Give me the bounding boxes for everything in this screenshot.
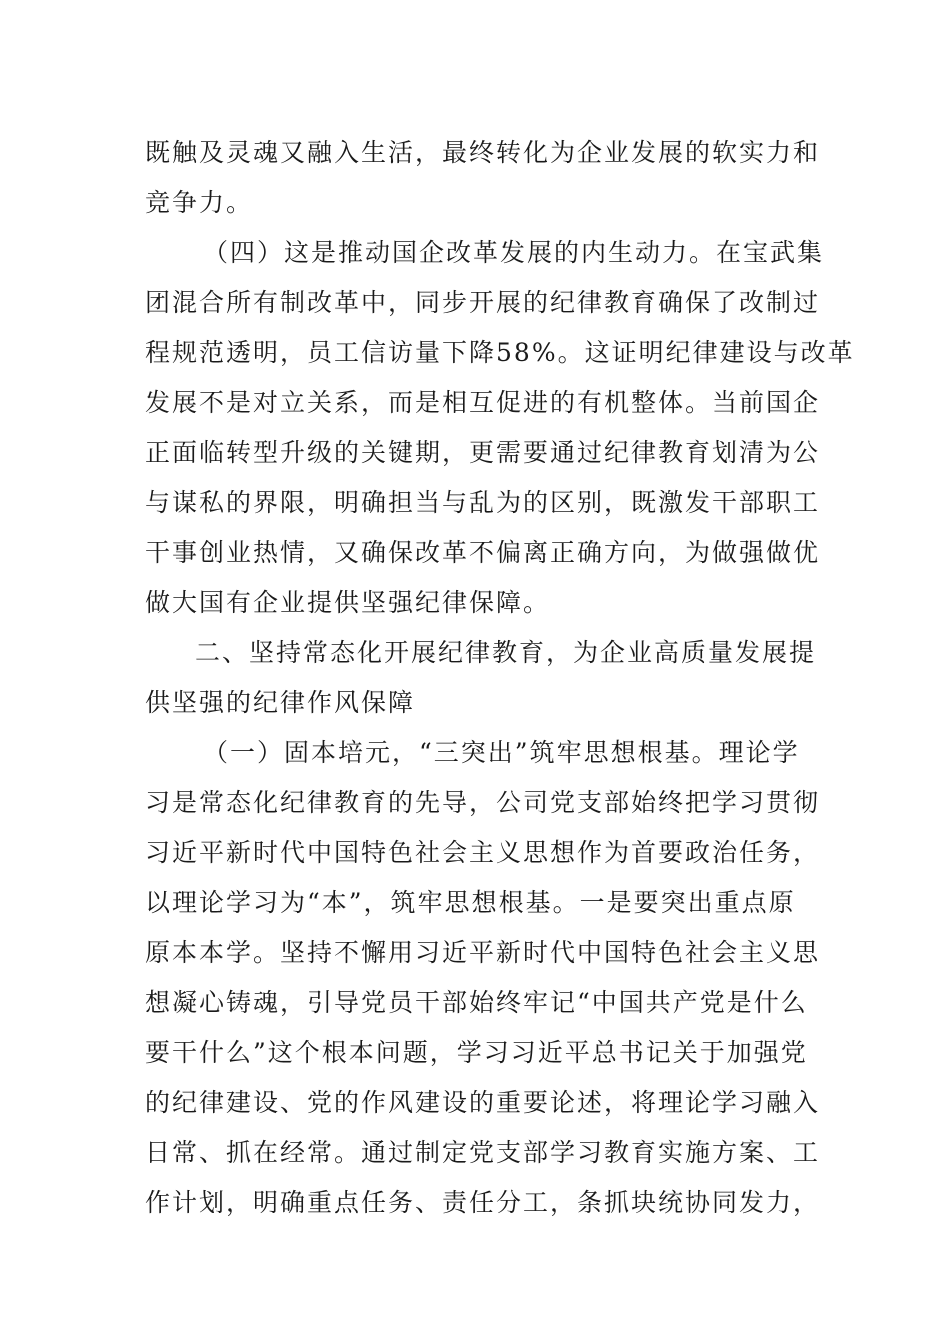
text-line: 想凝心铸魂，引导党员干部始终牢记“中国共产党是什么 — [145, 988, 808, 1017]
text-line: 与谋私的界限，明确担当与乱为的区别，既激发干部职工 — [145, 488, 821, 517]
text-line: 作计划，明确重点任务、责任分工，条抓块统协同发力， — [145, 1188, 821, 1217]
text-line: 习是常态化纪律教育的先导，公司党支部始终把学习贯彻 — [145, 788, 821, 817]
text-line: 的纪律建设、党的作风建设的重要论述，将理论学习融入 — [145, 1088, 821, 1117]
text-line: 以理论学习为“本”，筑牢思想根基。一是要突出重点原 — [145, 888, 796, 917]
text-line: 团混合所有制改革中，同步开展的纪律教育确保了改制过 — [145, 288, 821, 317]
chapter-heading-2-cont: 供坚强的纪律作风保障 — [145, 688, 416, 717]
text-line: 竞争力。 — [145, 188, 254, 217]
text-line: 要干什么”这个根本问题，学习习近平总书记关于加强党 — [145, 1038, 808, 1067]
text-line: 习近平新时代中国特色社会主义思想作为首要政治任务， — [145, 838, 821, 867]
text-line: 发展不是对立关系，而是相互促进的有机整体。当前国企 — [145, 388, 821, 417]
text-line: 原本本学。坚持不懈用习近平新时代中国特色社会主义思 — [145, 938, 821, 967]
chapter-heading-2: 二、坚持常态化开展纪律教育，为企业高质量发展提 — [195, 638, 817, 667]
text-line: 做大国有企业提供坚强纪律保障。 — [145, 588, 551, 617]
text-line: 程规范透明，员工信访量下降58%。这证明纪律建设与改革 — [145, 338, 855, 367]
text-line: 既触及灵魂又融入生活，最终转化为企业发展的软实力和 — [145, 138, 821, 167]
text-line: 正面临转型升级的关键期，更需要通过纪律教育划清为公 — [145, 438, 821, 467]
text-line: 干事创业热情，又确保改革不偏离正确方向，为做强做优 — [145, 538, 821, 567]
text-line: 日常、抓在经常。通过制定党支部学习教育实施方案、工 — [145, 1138, 821, 1167]
section-heading-1: （一）固本培元，“三突出”筑牢思想根基。理论学 — [203, 738, 800, 767]
section-heading-4: （四）这是推动国企改革发展的内生动力。在宝武集 — [203, 238, 825, 267]
